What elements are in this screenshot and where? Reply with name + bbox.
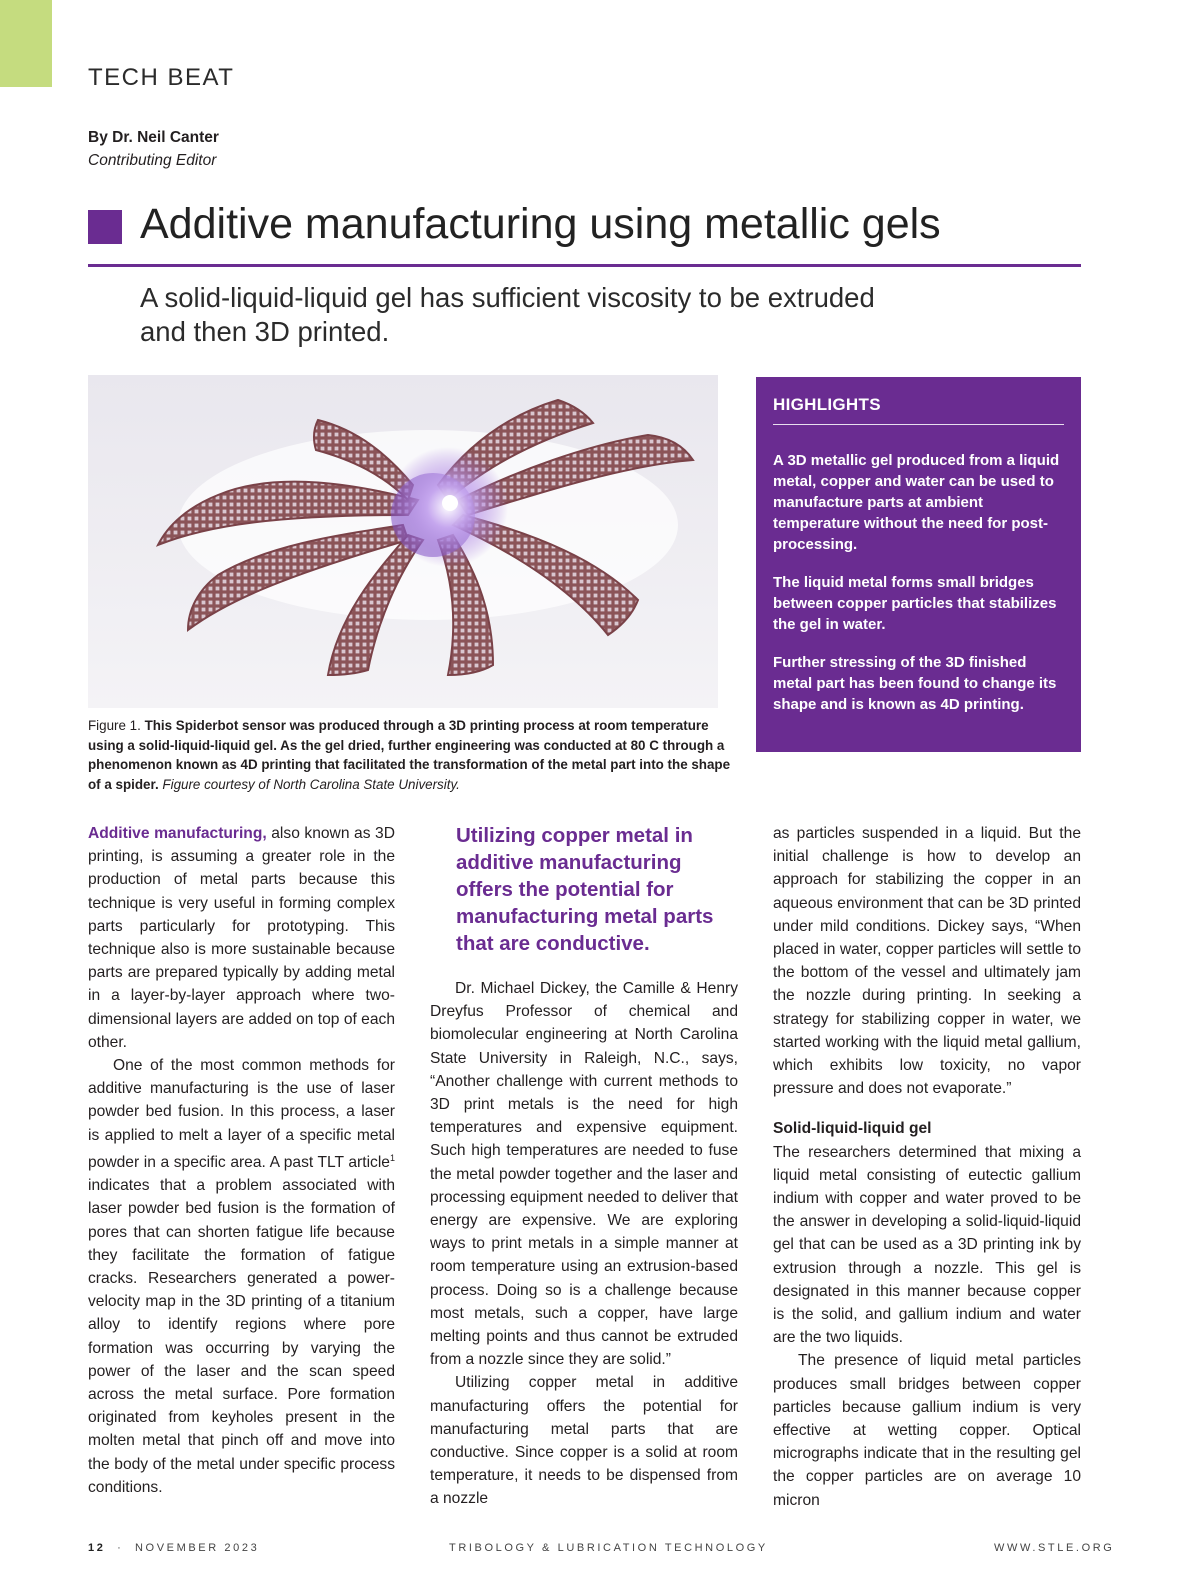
footer-separator: · [117,1542,124,1554]
footer-left [88,1542,259,1554]
paragraph: The presence of liquid metal particles produces small bridges between copper particles because gallium indium is very effective at wetting copper. Optical micrographs indicate that in the resulting gel the copper particles are on average 10 micron [773,1352,1081,1509]
byline [88,126,219,172]
article-title: Additive manufacturing using metallic gels [140,200,941,248]
paragraph: The researchers determined that mixing a liquid metal consisting of eutectic gallium indium with copper and water proved to be the answer in developing a solid-liquid-liquid gel that can be used as a 3D printing ink by extrusion through a nozzle. This gel is designated in this manner because copper is the solid, and gallium indium and water are the two liquids. [773,1143,1081,1347]
page-number: 12 [88,1542,106,1554]
subheading: Solid-liquid-liquid gel [773,1120,932,1138]
paragraph-text: also known as 3D printing, is assuming a greater role in the production of metal parts because this technique is very useful in forming complex parts particularly for prototyping. This technique also is more sustainable because parts are prepared typically by adding metal in a layer-by-layer approach where two-dimensional layers are added on top of each other. [88,825,395,1051]
paragraph: Dr. Michael Dickey, the Camille & Henry Dreyfus Professor of chemical and biomolecular engineering at North Carolina State University in Raleigh, N.C., says, “Another challenge with current methods to 3D print metals is the need for high temperatures and expensive equipment. Such high temperatures are needed to fuse the metal powder together and the laser and processing equipment needed to deliver that energy are expensive. We are exploring ways to print metals in a simple manner at room temperature using an extrusion-based process. Doing so is a challenge because most metals, such a copper, have large melting points and thus cannot be extruded from a nozzle since they are solid.” [430,980,738,1369]
pull-quote: Utilizing copper metal in additive manufacturing offers the potential for manufacturing metal parts that are conductive. [456,824,714,955]
highlights-title: HIGHLIGHTS [773,395,1064,425]
footnote-ref: 1 [389,1152,395,1163]
section-label: TECH BEAT [88,64,235,91]
caption-credit: Figure courtesy of North Carolina State University. [158,776,460,792]
highlight-item: The liquid metal forms small bridges between copper particles that stabilizes the gel in water. [773,574,1057,633]
section-color-tab [0,0,52,87]
paragraph-text: indicates that a problem associated with laser powder bed fusion is the formation of pores that can shorten fatigue life because they facilitate the formation of fatigue cracks. Researchers generated a power-velocity map in the 3D printing of a titanium alloy to identify regions where pore formation was occurring by varying the power of the laser and the scan speed across the metal surface. Pore formation originated from keyholes present in the molten metal that pinch off and move into the body of the metal under specific process conditions. [88,1177,395,1496]
issue-date: NOVEMBER 2023 [135,1542,260,1554]
highlights-box [756,377,1081,752]
paragraph-text: One of the most common methods for additive manufacturing is the use of laser powder bed fusion. In this process, a laser is applied to melt a layer of a specific metal powder in a specific area. A past TLT article [88,1057,395,1172]
body-column-3 [773,822,1081,1512]
paragraph [88,1054,395,1499]
paragraph: as particles suspended in a liquid. But the initial challenge is how to develop an approach for stabilizing the copper in an aqueous environment that can be 3D printed under mild conditions. Dickey says, “When placed in water, copper particles will settle to the bottom of the vessel and ultimately jam the nozzle during printing. In seeking a strategy for stabilizing copper in water, we started working with the liquid metal gallium, which exhibits low toxicity, no vapor pressure and does not evaporate.” [773,825,1081,1098]
paragraph [88,822,395,1054]
spiderbot-photo [88,375,718,708]
highlight-item: A 3D metallic gel produced from a liquid metal, copper and water can be used to manufacture parts at ambient temperature without the need for post-processing. [773,452,1060,553]
caption-body: This Spiderbot sensor was produced through a 3D printing process at room temperature using a solid-liquid-liquid gel. As the gel dried, further engineering was conducted at 80 C through a phenomenon known as 4D printing that facilitated the transformation of the metal part into the shape of a spider. [88,718,731,792]
publication-name: TRIBOLOGY & LUBRICATION TECHNOLOGY [449,1542,768,1554]
author-name: By Dr. Neil Canter [88,129,219,146]
title-marker [88,210,122,244]
caption-label: Figure 1. [88,718,141,733]
paragraph: Utilizing copper metal in additive manufacturing offers the potential for manufacturing metal parts that are conductive. Since copper is a solid at room temperature, it needs to be dispensed from a nozzle [430,1374,738,1508]
author-role: Contributing Editor [88,152,217,169]
lead-in: Additive manufacturing, [88,825,267,842]
highlight-item: Further stressing of the 3D finished metal part has been found to change its shape and is known as 4D printing. [773,654,1057,713]
body-column-2 [430,822,738,1511]
website-link[interactable]: WWW.STLE.ORG [994,1542,1115,1554]
title-divider [88,264,1081,267]
body-column-1 [88,822,395,1499]
article-deck: A solid-liquid-liquid gel has sufficient viscosity to be extruded and then 3D printed. [140,282,875,347]
figure-caption [88,716,738,794]
